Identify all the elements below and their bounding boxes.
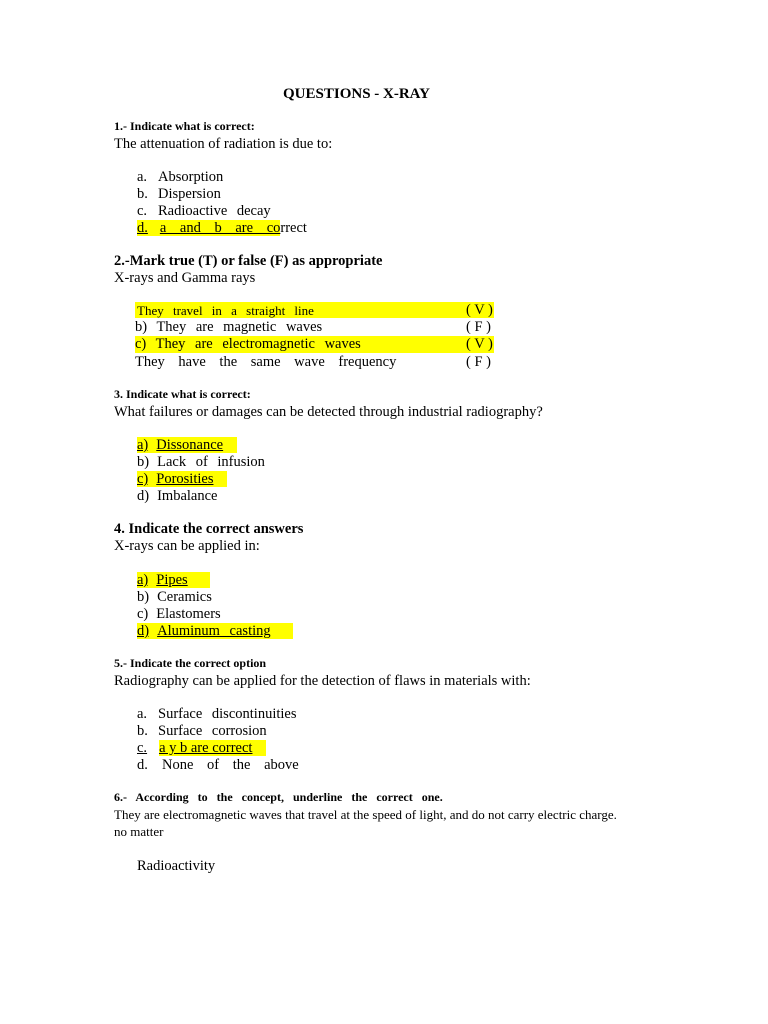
q3-option-c-text: Porosities bbox=[148, 471, 227, 487]
q3-option-d bbox=[137, 489, 217, 504]
q5-option-c-text: a y b are correct bbox=[159, 740, 266, 756]
q4-option-b-text: Ceramics bbox=[157, 589, 212, 605]
q1-heading: 1.- Indicate what is correct: bbox=[114, 119, 255, 133]
q4-option-b-marker: b) bbox=[137, 589, 150, 605]
q1-option-a-marker: a. bbox=[137, 169, 148, 185]
q3-option-a-marker: a) bbox=[137, 437, 149, 453]
q3-option-d-marker: d) bbox=[137, 488, 150, 504]
q2-prompt: X-rays and Gamma rays bbox=[114, 270, 256, 286]
q3-prompt: What failures or damages can be detected through industrial radiography? bbox=[114, 404, 543, 420]
q2-row-2-answer: ( F ) bbox=[466, 319, 491, 335]
q1-option-c-marker: c. bbox=[137, 203, 148, 219]
q2-row-2-text: b) They are magnetic waves bbox=[135, 319, 323, 335]
q3-option-c bbox=[137, 472, 227, 487]
q6-line-1: They are electromagnetic waves that travel at the speed of light, and do not carry electric charge. bbox=[114, 807, 617, 822]
q4-option-b bbox=[137, 590, 212, 605]
q1-option-d-marker: d. bbox=[137, 220, 148, 236]
q5-option-c-marker: c. bbox=[137, 740, 148, 756]
q4-option-d-marker: d) bbox=[137, 623, 150, 639]
q1-option-d bbox=[137, 221, 307, 236]
q4-option-a-marker: a) bbox=[137, 572, 149, 588]
q2-row-4-text: They have the same wave frequency bbox=[135, 354, 397, 370]
q1-prompt: The attenuation of radiation is due to: bbox=[114, 136, 333, 152]
q5-option-b-marker: b. bbox=[137, 723, 148, 739]
q5-option-c bbox=[137, 741, 266, 756]
q1-option-b: Dispersion bbox=[158, 186, 221, 202]
q5-option-d-text: None of the above bbox=[162, 757, 299, 773]
q2-heading: 2.-Mark true (T) or false (F) as appropriate bbox=[114, 253, 383, 269]
q5-prompt: Radiography can be applied for the detection of flaws in materials with: bbox=[114, 673, 531, 689]
q3-option-a-text: Dissonance bbox=[148, 437, 237, 453]
q1-option-b-marker: b. bbox=[137, 186, 148, 202]
q1-option-a: Absorption bbox=[158, 169, 224, 185]
q3-heading: 3. Indicate what is correct: bbox=[114, 387, 251, 401]
q4-option-c-marker: c) bbox=[137, 606, 149, 622]
q4-option-d bbox=[137, 624, 293, 639]
q3-option-b-text: Lack of infusion bbox=[157, 454, 265, 470]
q4-option-c-text: Elastomers bbox=[156, 606, 221, 622]
q5-option-b-text: Surface corrosion bbox=[158, 723, 267, 739]
q1-option-c: Radioactive decay bbox=[158, 203, 271, 219]
q2-row-3-answer: ( V ) bbox=[466, 336, 493, 352]
q6-heading: 6.- According to the concept, underline the correct one. bbox=[114, 790, 443, 804]
page-title: QUESTIONS - X-RAY bbox=[283, 86, 430, 102]
q4-option-d-text: Aluminum casting bbox=[149, 623, 293, 639]
q4-heading: 4. Indicate the correct answers bbox=[114, 521, 304, 537]
q3-option-b-marker: b) bbox=[137, 454, 150, 470]
q2-row-1-answer: ( V ) bbox=[466, 302, 493, 318]
q4-prompt: X-rays can be applied in: bbox=[114, 538, 260, 554]
q3-option-d-text: Imbalance bbox=[157, 488, 218, 504]
q6-answer: Radioactivity bbox=[137, 858, 216, 874]
q3-option-c-marker: c) bbox=[137, 471, 149, 487]
q3-option-a bbox=[137, 438, 237, 453]
q5-option-a-text: Surface discontinuities bbox=[158, 706, 297, 722]
q4-option-c bbox=[137, 607, 221, 622]
q1-option-d-rest: rrect bbox=[280, 220, 307, 236]
q5-option-a-marker: a. bbox=[137, 706, 148, 722]
q5-heading: 5.- Indicate the correct option bbox=[114, 656, 267, 670]
q4-option-a-text: Pipes bbox=[148, 572, 209, 588]
q2-row-1-text: They travel in a straight line bbox=[137, 303, 314, 318]
q2-row-4-answer: ( F ) bbox=[466, 354, 491, 370]
q5-option-d-marker: d. bbox=[137, 757, 148, 773]
q4-option-a bbox=[137, 573, 210, 588]
q6-line-2: no matter bbox=[114, 824, 164, 839]
q2-row-3-text: c) They are electromagnetic waves bbox=[135, 336, 361, 352]
q1-option-d-highlighted: a and b are co bbox=[148, 220, 281, 236]
q3-option-b bbox=[137, 455, 265, 470]
